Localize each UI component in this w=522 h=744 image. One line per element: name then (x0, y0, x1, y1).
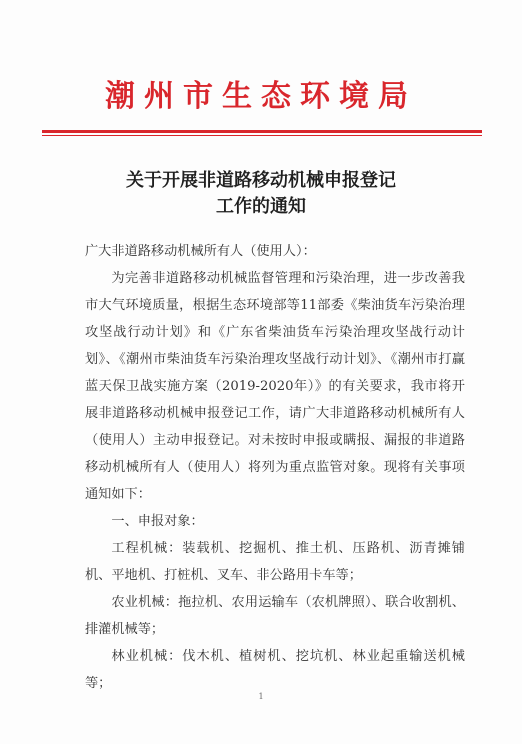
paragraph-engineering-machinery: 工程机械：装载机、挖掘机、推土机、压路机、沥青摊铺机、平地机、打桩机、叉车、非公路用卡车等； (85, 541, 465, 583)
letterhead-rule-thick (42, 130, 482, 133)
letterhead-org-name: 潮州市生态环境局 (105, 79, 417, 114)
section-heading-declaration-targets: 一、申报对象： (111, 514, 204, 529)
paragraph-intro: 为完善非道路移动机械监督管理和污染治理，进一步改善我市大气环境质量，根据生态环境部等11部委《柴油货车污染治理攻坚战行动计划》和《广东省柴油货车污染治理攻坚战行动计划》、《潮州市柴油货车污染治理攻坚战行动计划》、《潮州市打赢蓝天保卫战实施方案（2019-2020年）》的有关要求，我市将开展非道路移动机械申报登记工作，请广大非道路移动机械所有人（使用人）主动申报登记。对未按时申报或瞒报、漏报的非道路移动机械所有人（使用人）将列为重点监管对象。现将有关事项通知如下： (85, 271, 465, 502)
document-title-line-1: 关于开展非道路移动机械申报登记 (126, 170, 396, 191)
document-title (60, 168, 462, 220)
salutation: 广大非道路移动机械所有人（使用人）： (85, 244, 316, 259)
paragraph-forestry-machinery: 林业机械：伐木机、植树机、挖坑机、林业起重输送机械等； (85, 649, 465, 691)
letterhead-rule-thin (42, 135, 482, 136)
document-body (85, 238, 465, 697)
page-number: 1 (258, 692, 264, 701)
paragraph-agricultural-machinery: 农业机械：拖拉机、农用运输车（农机牌照）、联合收割机、排灌机械等； (85, 595, 465, 637)
document-title-line-2: 工作的通知 (216, 196, 306, 217)
